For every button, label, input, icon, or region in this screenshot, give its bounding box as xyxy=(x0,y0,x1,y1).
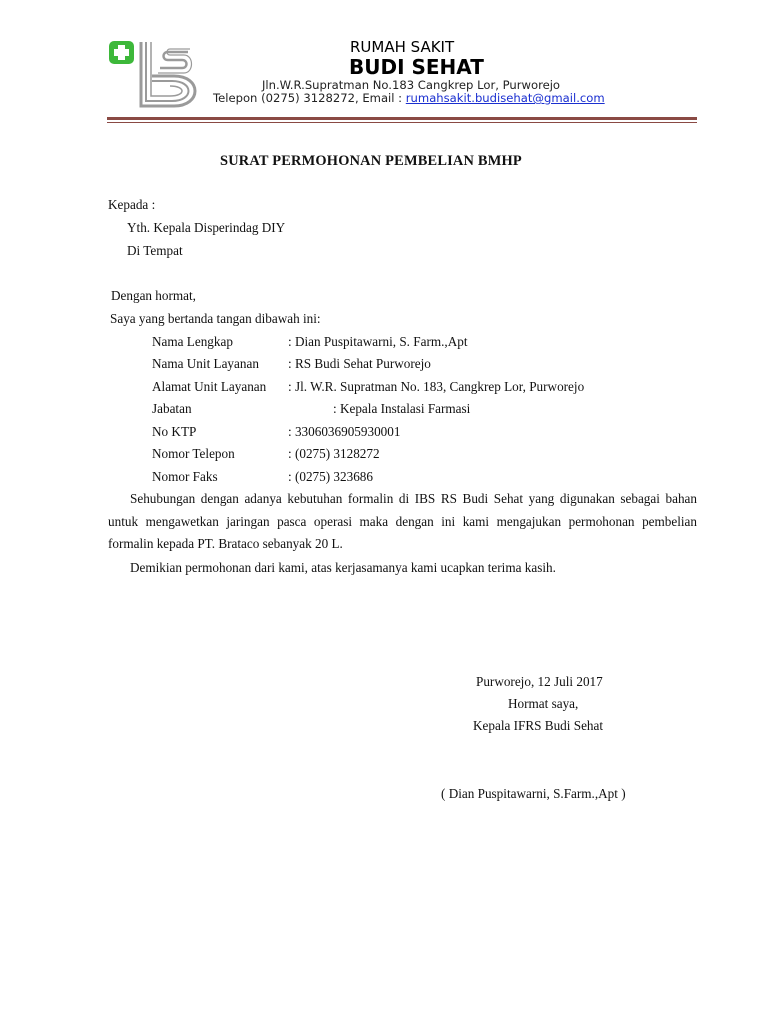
field-value-ktp: : 3306036905930001 xyxy=(288,424,401,439)
greeting: Dengan hormat, xyxy=(111,288,196,303)
signature-regards: Hormat saya, xyxy=(508,696,579,711)
signature-name: ( Dian Puspitawarni, S.Farm.,Apt ) xyxy=(441,786,626,801)
field-label-position: Jabatan xyxy=(152,401,192,416)
header-divider-thin xyxy=(107,122,697,123)
field-value-unit-name: : RS Budi Sehat Purworejo xyxy=(288,356,431,371)
hospital-name: BUDI SEHAT xyxy=(349,55,484,79)
field-value-phone: : (0275) 3128272 xyxy=(288,446,380,461)
field-value-full-name: : Dian Puspitawarni, S. Farm.,Apt xyxy=(288,334,468,349)
recipient-label: Kepada : xyxy=(108,197,156,212)
hospital-logo-mark xyxy=(108,38,204,110)
letter-title: SURAT PERMOHONAN PEMBELIAN BMHP xyxy=(220,153,522,169)
field-label-fax: Nomor Faks xyxy=(152,469,218,484)
signature-place-date: Purworejo, 12 Juli 2017 xyxy=(476,674,603,689)
signature-position: Kepala IFRS Budi Sehat xyxy=(473,718,604,733)
field-label-ktp: No KTP xyxy=(152,424,197,439)
field-label-unit-address: Alamat Unit Layanan xyxy=(152,379,267,394)
header-divider-thick xyxy=(107,117,697,120)
email-link[interactable]: rumahsakit.budisehat@gmail.com xyxy=(405,91,605,105)
intro-line: Saya yang bertanda tangan dibawah ini: xyxy=(110,311,321,326)
hospital-type: RUMAH SAKIT xyxy=(350,38,455,56)
recipient-name: Yth. Kepala Disperindag DIY xyxy=(127,220,286,235)
field-label-unit-name: Nama Unit Layanan xyxy=(152,356,259,371)
field-label-phone: Nomor Telepon xyxy=(152,446,235,461)
hospital-logo xyxy=(108,38,204,110)
recipient-place: Di Tempat xyxy=(127,243,183,258)
field-label-full-name: Nama Lengkap xyxy=(152,334,233,349)
contact-phone: Telepon (0275) 3128272, Email : xyxy=(213,91,406,105)
hospital-contact xyxy=(213,91,605,105)
field-value-fax: : (0275) 323686 xyxy=(288,469,373,484)
closing-paragraph: Demikian permohonan dari kami, atas kerjasamanya kami ucapkan terima kasih. xyxy=(130,560,556,575)
hospital-address: Jln.W.R.Supratman No.183 Cangkrep Lor, Purworejo xyxy=(262,78,561,92)
field-value-position: : Kepala Instalasi Farmasi xyxy=(333,401,471,416)
field-value-unit-address: : Jl. W.R. Supratman No. 183, Cangkrep Lor, Purworejo xyxy=(288,379,585,394)
request-paragraph: Sehubungan dengan adanya kebutuhan formalin di IBS RS Budi Sehat yang digunakan sebagai bahan untuk mengawetkan jaringan pasca operasi maka dengan ini kami mengajukan permohonan pembelian formalin kepada PT. Brataco sebanyak 20 L. xyxy=(108,491,697,552)
